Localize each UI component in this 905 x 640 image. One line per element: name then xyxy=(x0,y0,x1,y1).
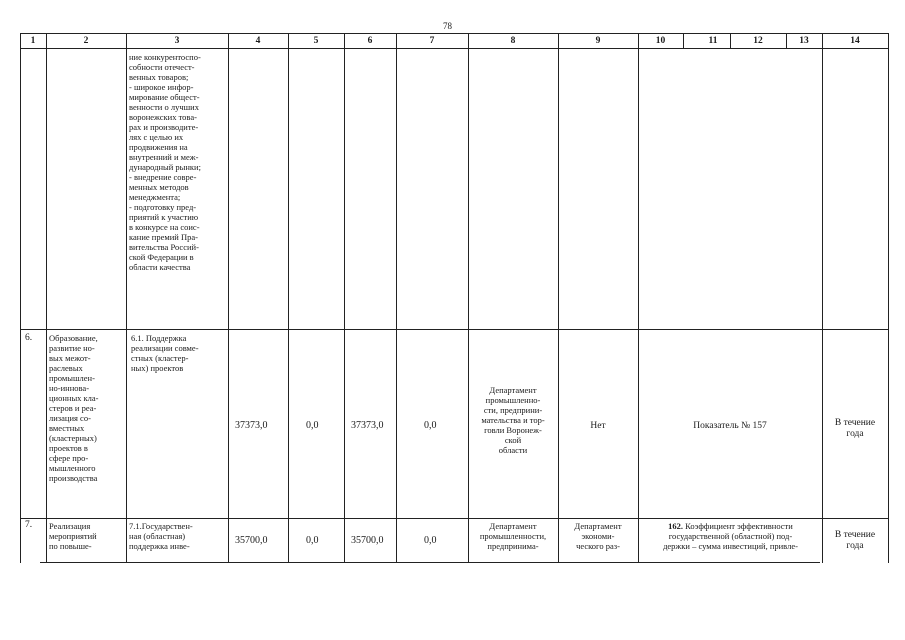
col-border-10 xyxy=(683,33,684,48)
header-top-line xyxy=(20,33,888,34)
col-border-1 xyxy=(46,33,47,563)
col-border-6 xyxy=(396,33,397,563)
col-header-4: 4 xyxy=(255,36,261,46)
row-separator-6 xyxy=(20,329,888,330)
header-bottom-line xyxy=(20,48,888,49)
row7-col4: 35700,0 xyxy=(235,535,268,546)
col-border-14 xyxy=(888,33,889,563)
col-header-7: 7 xyxy=(429,36,435,46)
row6-number: 6. xyxy=(25,333,33,343)
col-border-7 xyxy=(468,33,469,563)
row-separator-7 xyxy=(20,518,888,519)
col-header-9: 9 xyxy=(595,36,601,46)
col-header-8: 8 xyxy=(510,36,516,46)
col-border-3 xyxy=(228,33,229,563)
row7-indicator-number: 162. xyxy=(668,521,684,531)
row6-measure: 6.1. Поддержка реализации совме- стных (кластер- ных) проектов xyxy=(131,333,199,373)
page-number: 78 xyxy=(443,21,452,31)
row6-col7: 0,0 xyxy=(424,420,437,431)
col-border-13 xyxy=(822,33,823,563)
row7-col7: 0,0 xyxy=(424,535,437,546)
col-header-12: 12 xyxy=(753,36,763,46)
row6-col4: 37373,0 xyxy=(235,420,268,431)
col-border-5 xyxy=(344,33,345,563)
table-bottom-line xyxy=(40,562,820,563)
continued-measure-text: ние конкурентоспо- собности отечест- венных товаров; - широкое инфор- мирование общест- венности о лучших воронежских това- рах и производите- лях с целью их продвижения на внутренний и меж- дународный рынки; - внедрение совре- менных методов менеджмента; - подготовку пред- приятий к участию в конкурсе на соис- кание премий Пра- вительства Россий- ской Федерации в области качества xyxy=(129,52,201,272)
row7-col6: 35700,0 xyxy=(351,535,384,546)
row7-term: В течение года xyxy=(834,530,876,551)
col-border-2 xyxy=(126,33,127,563)
row6-responsible: Департамент промышленно- сти, предприни- мательства и тор- говли Воронеж- ской области xyxy=(481,385,545,455)
row7-indicator: Коэффициент эффективности государственной (областной) под- держки – сумма инвестиций, привле- xyxy=(663,521,798,551)
row6-indicator: Показатель № 157 xyxy=(693,421,767,431)
row6-coexecutor: Нет xyxy=(590,421,606,431)
row7-responsible: Департамент промышленности, предпринима- xyxy=(479,521,547,551)
col-border-8 xyxy=(558,33,559,563)
col-border-0 xyxy=(20,33,21,563)
col-header-1: 1 xyxy=(30,36,36,46)
row7-measure: 7.1.Государствен- ная (областная) поддержка инве- xyxy=(129,521,193,551)
col-header-2: 2 xyxy=(83,36,89,46)
row6-col5: 0,0 xyxy=(306,420,319,431)
row6-goal: Образование, развитие но- вых межот- раслевых промышлен- но-иннова- ционных кла- стеров и реа- лизация со- вместных (кластерных) проектов в сфере про- мышленного производства xyxy=(49,333,99,483)
row6-term: В течение года xyxy=(834,418,876,439)
col-header-6: 6 xyxy=(367,36,373,46)
row7-coexecutor: Департамент экономи- ческого раз- xyxy=(574,521,622,551)
col-header-11: 11 xyxy=(708,36,718,46)
col-header-10: 10 xyxy=(655,36,666,46)
row7-number: 7. xyxy=(25,520,33,530)
col-header-14: 14 xyxy=(850,36,860,46)
col-header-5: 5 xyxy=(313,36,319,46)
row7-col5: 0,0 xyxy=(306,535,319,546)
col-header-13: 13 xyxy=(799,36,809,46)
row7-indicator-block xyxy=(640,521,821,551)
row6-col6: 37373,0 xyxy=(351,420,384,431)
row7-goal: Реализация мероприятий по повыше- xyxy=(49,521,97,551)
col-border-9 xyxy=(638,33,639,563)
col-header-3: 3 xyxy=(174,36,180,46)
col-border-4 xyxy=(288,33,289,563)
